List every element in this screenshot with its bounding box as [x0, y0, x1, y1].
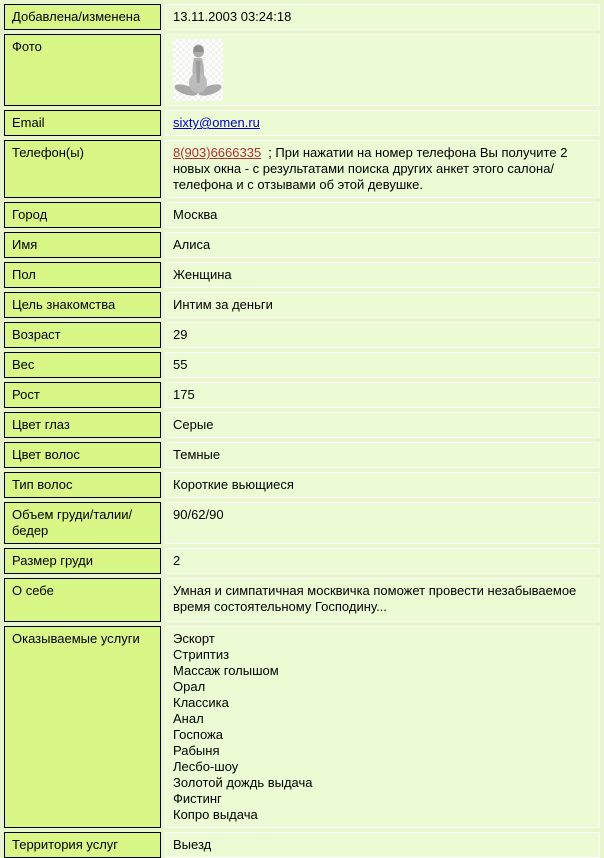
field-value-photo [165, 34, 600, 106]
service-item: Стриптиз [173, 647, 230, 662]
field-value-email [165, 110, 600, 136]
services-list [173, 631, 595, 823]
field-value-eye-color: Серые [165, 412, 600, 438]
row-gender [4, 262, 600, 288]
field-label-email: Email [4, 110, 161, 136]
field-value-hair-color: Темные [165, 442, 600, 468]
service-item: Лесбо-шоу [173, 759, 239, 774]
field-value-breast-size: 2 [165, 548, 600, 574]
field-label-breast-size: Размер груди [4, 548, 161, 574]
service-item: Копро выдача [173, 807, 258, 822]
row-added [4, 4, 600, 30]
field-label-added: Добавлена/изменена [4, 4, 161, 30]
field-value-weight: 55 [165, 352, 600, 378]
row-age [4, 322, 600, 348]
field-value-hair-type: Короткие вьющиеся [165, 472, 600, 498]
row-about [4, 578, 600, 622]
field-value-services [165, 626, 600, 828]
field-value-phone [165, 140, 600, 198]
row-services [4, 626, 600, 828]
field-label-weight: Вес [4, 352, 161, 378]
service-item: Госпожа [173, 727, 223, 742]
field-label-territory: Территория услуг [4, 832, 161, 858]
row-hair-type [4, 472, 600, 498]
field-label-measurements: Объем груди/талии/бедер [4, 502, 161, 544]
field-label-phone: Телефон(ы) [4, 140, 161, 198]
service-item: Рабыня [173, 743, 220, 758]
field-label-height: Рост [4, 382, 161, 408]
service-item: Орал [173, 679, 206, 694]
field-label-hair-type: Тип волос [4, 472, 161, 498]
field-value-name: Алиса [165, 232, 600, 258]
field-value-measurements: 90/62/90 [165, 502, 600, 544]
row-city [4, 202, 600, 228]
field-label-services: Оказываемые услуги [4, 626, 161, 828]
field-label-gender: Пол [4, 262, 161, 288]
field-value-gender: Женщина [165, 262, 600, 288]
field-label-city: Город [4, 202, 161, 228]
field-value-added: 13.11.2003 03:24:18 [165, 4, 600, 30]
row-measurements [4, 502, 600, 544]
row-phone [4, 140, 600, 198]
field-label-hair-color: Цвет волос [4, 442, 161, 468]
field-label-goal: Цель знакомства [4, 292, 161, 318]
field-value-goal: Интим за деньги [165, 292, 600, 318]
row-eye-color [4, 412, 600, 438]
profile-photo-thumbnail[interactable] [173, 39, 223, 101]
service-item: Анал [173, 711, 204, 726]
phone-link[interactable]: 8(903)6666335 [173, 145, 262, 160]
phone-note: ; При нажатии на номер телефона Вы получите 2 новых окна - с результатами поиска других анкет этого салона/телефона и с отзывами об этой девушке. [173, 145, 568, 192]
row-goal [4, 292, 600, 318]
kneeling-figure-icon [173, 39, 223, 101]
service-item: Золотой дождь выдача [173, 775, 313, 790]
row-photo [4, 34, 600, 106]
email-link[interactable]: sixty@omen.ru [173, 115, 260, 130]
row-territory [4, 832, 600, 858]
field-value-age: 29 [165, 322, 600, 348]
row-breast-size [4, 548, 600, 574]
row-hair-color [4, 442, 600, 468]
field-label-photo: Фото [4, 34, 161, 106]
field-label-eye-color: Цвет глаз [4, 412, 161, 438]
row-email [4, 110, 600, 136]
service-item: Фистинг [173, 791, 222, 806]
field-value-height: 175 [165, 382, 600, 408]
row-name [4, 232, 600, 258]
service-item: Эскорт [173, 631, 215, 646]
field-value-city: Москва [165, 202, 600, 228]
row-height [4, 382, 600, 408]
field-label-name: Имя [4, 232, 161, 258]
service-item: Классика [173, 695, 229, 710]
row-weight [4, 352, 600, 378]
field-value-about: Умная и симпатичная москвичка поможет провести незабываемое время состоятельному Господину... [165, 578, 600, 622]
field-label-age: Возраст [4, 322, 161, 348]
field-value-territory: Выезд [165, 832, 600, 858]
service-item: Массаж голышом [173, 663, 279, 678]
field-label-about: О себе [4, 578, 161, 622]
